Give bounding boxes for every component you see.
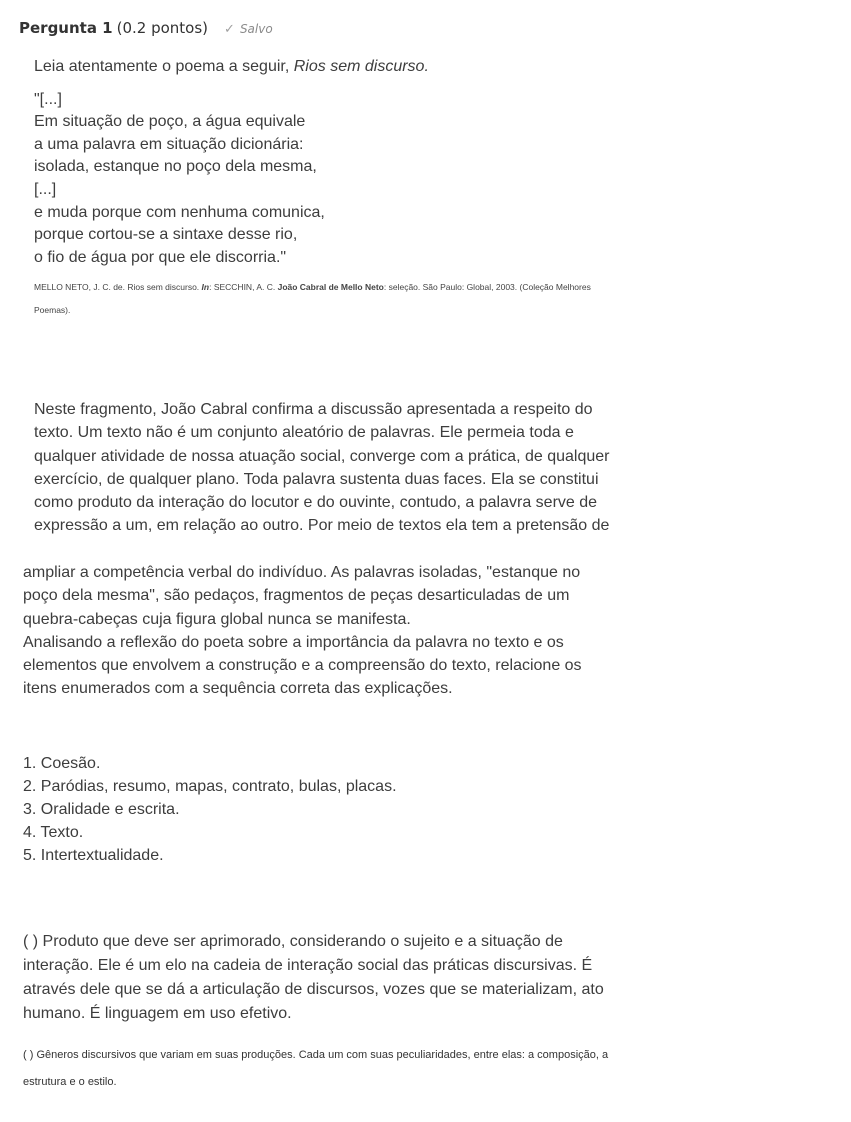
paragraph-line: Analisando a reflexão do poeta sobre a importância da palavra no texto e os [23, 633, 564, 651]
option-line: através dele que se dá a articulação de discursos, vozes que se materializam, ato [23, 981, 604, 998]
explanation-option-1 [23, 930, 743, 1026]
paragraph-instruction [23, 561, 753, 701]
option-line: humano. É linguagem em uso efetivo. [23, 1005, 292, 1022]
poem-line: o fio de água por que ele discorria." [34, 248, 287, 266]
intro-text: Leia atentamente o poema a seguir, Rios sem discurso. [34, 58, 429, 75]
paragraph-line: ampliar a competência verbal do indivíduo. As palavras isoladas, "estanque no [23, 564, 581, 581]
saved-status [224, 22, 273, 37]
explanation-option-2 [23, 1042, 783, 1096]
option-line: ( ) Gêneros discursivos que variam em suas produções. Cada um com suas peculiaridades, entre elas: a composição, a [23, 1049, 609, 1061]
list-item: 3. Oralidade e escrita. [23, 801, 180, 818]
question-title: Pergunta 1 [19, 19, 113, 37]
question-points: (0.2 pontos) [116, 19, 209, 37]
question-body [34, 56, 734, 322]
poem-line: a uma palavra em situação dicionária: [34, 135, 304, 153]
enumerated-items [23, 752, 397, 867]
list-item: 2. Paródias, resumo, mapas, contrato, bulas, placas. [23, 778, 397, 795]
question-header [19, 19, 273, 41]
paragraph-line: texto. Um texto não é um conjunto aleatório de palavras. Ele permeia toda e [34, 424, 574, 442]
citation: MELLO NETO, J. C. de. Rios sem discurso. In: SECCHIN, A. C. João Cabral de Mello Neto: seleção. São Paulo: Global, 2003. (Coleção Melhores Poemas). [34, 282, 591, 316]
option-line: estrutura e o estilo. [23, 1076, 117, 1088]
paragraph-line: exercício, de qualquer plano. Toda palavra sustenta duas faces. Ela se constitui [34, 470, 599, 488]
option-line: interação. Ele é um elo na cadeia de interação social das práticas discursivas. É [23, 957, 593, 974]
paragraph-line: poço dela mesma", são pedaços, fragmentos de peças desarticuladas de um [23, 587, 570, 605]
poem-line: e muda porque com nenhuma comunica, [34, 203, 325, 221]
paragraph-discussion [34, 398, 734, 538]
poem-line: "[...] [34, 90, 62, 108]
paragraph-line: como produto da interação do locutor e do ouvinte, contudo, a palavra serve de [34, 494, 598, 512]
list-item: 1. Coesão. [23, 755, 101, 772]
list-item: 4. Texto. [23, 824, 84, 841]
list-item: 5. Intertextualidade. [23, 847, 164, 864]
checkmark-icon: ✓ [224, 22, 235, 37]
saved-status-label: Salvo [239, 22, 273, 36]
paragraph-line: qualquer atividade de nossa atuação social, converge com a prática, de qualquer [34, 447, 610, 465]
poem-line: porque cortou-se a sintaxe desse rio, [34, 226, 298, 244]
poem-line: [...] [34, 180, 57, 198]
poem-line: isolada, estanque no poço dela mesma, [34, 158, 317, 176]
paragraph-line: itens enumerados com a sequência correta das explicações. [23, 680, 453, 698]
paragraph-line: quebra-cabeças cuja figura global nunca se manifesta. [23, 610, 411, 628]
poem-line: Em situação de poço, a água equivale [34, 113, 306, 131]
option-line: ( ) Produto que deve ser aprimorado, considerando o sujeito e a situação de [23, 933, 563, 950]
paragraph-line: expressão a um, em relação ao outro. Por meio de textos ela tem a pretensão de [34, 517, 610, 535]
paragraph-line: elementos que envolvem a construção e a compreensão do texto, relacione os [23, 657, 582, 675]
poem-title: Rios sem discurso. [293, 58, 429, 75]
poem [34, 89, 734, 270]
paragraph-line: Neste fragmento, João Cabral confirma a discussão apresentada a respeito do [34, 401, 593, 418]
